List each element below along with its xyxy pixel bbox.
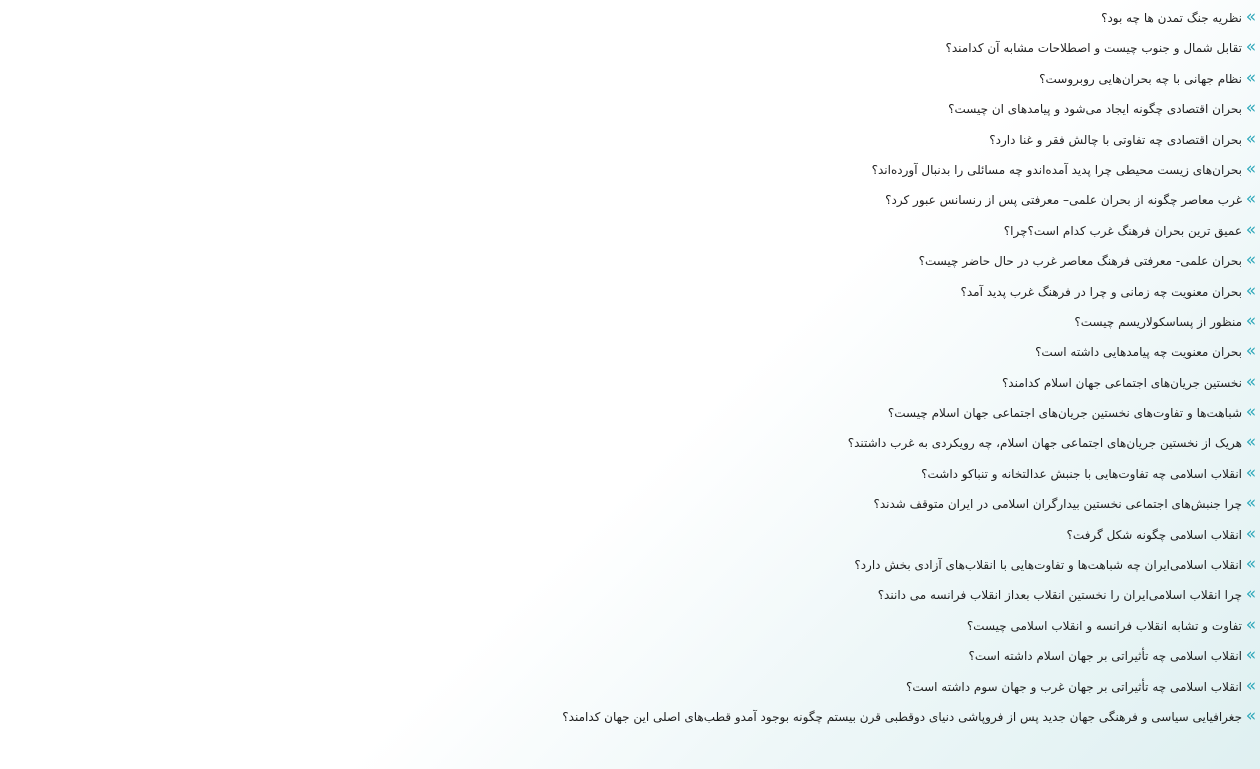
bullet-chevron-icon: »	[1245, 219, 1257, 240]
question-item	[0, 124, 1260, 154]
question-text: نظریه جنگ تمدن ها چه بود؟	[1101, 11, 1242, 25]
bullet-chevron-icon: »	[1245, 250, 1257, 271]
bullet-chevron-icon: »	[1245, 645, 1257, 666]
question-text: بحران اقتصادی چه تفاوتی با چالش فقر و غنا دارد؟	[989, 132, 1242, 147]
bullet-chevron-icon: »	[1245, 614, 1257, 635]
question-item	[0, 63, 1260, 93]
bullet-chevron-icon: »	[1245, 493, 1257, 514]
question-list	[0, 2, 1260, 731]
question-text: جغرافیایی سیاسی و فرهنگی جهان جدید پس از فروپاشی دنیای دوقطبی قرن بیستم چگونه بوجود آمدو قطب‌های اصلی این جهان کدامند؟	[562, 709, 1242, 724]
question-text: انقلاب اسلامی چه تفاوت‌هایی با جنبش عدالتخانه و تنباکو داشت؟	[921, 466, 1242, 481]
bullet-chevron-icon: »	[1245, 462, 1257, 483]
bullet-chevron-icon: »	[1245, 432, 1257, 453]
bullet-chevron-icon: »	[1245, 280, 1257, 301]
question-text: بحران علمی- معرفتی فرهنگ معاصر غرب در حال حاضر چیست؟	[918, 254, 1242, 269]
bullet-chevron-icon: »	[1245, 402, 1257, 423]
bullet-chevron-icon: »	[1245, 158, 1257, 179]
bullet-chevron-icon: »	[1245, 128, 1257, 149]
bullet-chevron-icon: »	[1245, 310, 1257, 331]
question-text: تفاوت و تشابه انقلاب فرانسه و انقلاب اسلامی چیست؟	[966, 618, 1242, 633]
question-item	[0, 427, 1260, 457]
bullet-chevron-icon: »	[1245, 584, 1257, 605]
question-item	[0, 610, 1260, 640]
question-item	[0, 367, 1260, 397]
bullet-chevron-icon: »	[1245, 7, 1257, 27]
question-item	[0, 306, 1260, 336]
question-text: نظام جهانی با چه بحران‌هایی روبروست؟	[1039, 71, 1242, 86]
question-item	[0, 671, 1260, 701]
question-text: انقلاب اسلامی چه تأثیراتی بر جهان اسلام داشته است؟	[968, 649, 1242, 664]
question-text: هریک از نخستین جریان‌های اجتماعی جهان اسلام، چه رویکردی به غرب داشتند؟	[847, 436, 1242, 451]
question-item	[0, 184, 1260, 214]
bullet-chevron-icon: »	[1245, 705, 1257, 726]
question-text: انقلاب اسلامی چه تأثیراتی بر جهان غرب و جهان سوم داشته است؟	[905, 679, 1242, 694]
question-text: بحران معنویت چه پیامدهایی داشته است؟	[1035, 345, 1242, 360]
bullet-chevron-icon: »	[1245, 341, 1257, 362]
bullet-chevron-icon: »	[1245, 37, 1257, 58]
bullet-chevron-icon: »	[1245, 189, 1257, 210]
question-item	[0, 458, 1260, 488]
question-text: انقلاب اسلامی‌ایران چه شباهت‌ها و تفاوت‌هایی با انقلاب‌های آزادی بخش دارد؟	[854, 558, 1242, 573]
question-item	[0, 549, 1260, 579]
question-text: منظور از پساسکولاریسم چیست؟	[1074, 314, 1242, 329]
question-text: چرا جنبش‌های اجتماعی نخستین بیدارگران اسلامی در ایران متوقف شدند؟	[873, 497, 1242, 512]
bullet-chevron-icon: »	[1245, 554, 1257, 575]
question-item	[0, 276, 1260, 306]
question-text: نخستین جریان‌های اجتماعی جهان اسلام کدامند؟	[1001, 375, 1242, 390]
question-text: بحران‌های زیست محیطی چرا پدید آمده‌اندو چه مسائلی را بدنبال آورده‌اند؟	[871, 162, 1242, 177]
bullet-chevron-icon: »	[1245, 98, 1257, 119]
question-text: شباهت‌ها و تفاوت‌های نخستین جریان‌های اجتماعی جهان اسلام چیست؟	[887, 406, 1242, 421]
question-text: عمیق ترین بحران فرهنگ غرب کدام است؟چرا؟	[1003, 223, 1242, 238]
bullet-chevron-icon: »	[1245, 675, 1257, 696]
bullet-chevron-icon: »	[1245, 67, 1257, 88]
question-item	[0, 336, 1260, 366]
question-item	[0, 701, 1260, 731]
question-item	[0, 245, 1260, 275]
question-item	[0, 488, 1260, 518]
question-text: بحران معنویت چه زمانی و چرا در فرهنگ غرب پدید آمد؟	[960, 284, 1242, 299]
question-item	[0, 2, 1260, 32]
question-item	[0, 519, 1260, 549]
question-item	[0, 154, 1260, 184]
question-item	[0, 93, 1260, 123]
question-text: غرب معاصر چگونه از بحران علمی– معرفتی پس از رنسانس عبور کرد؟	[885, 193, 1242, 208]
question-text: انقلاب اسلامی چگونه شکل گرفت؟	[1066, 527, 1242, 542]
bullet-chevron-icon: »	[1245, 371, 1257, 392]
question-item	[0, 215, 1260, 245]
question-text: تقابل شمال و جنوب چیست و اصطلاحات مشابه آن کدامند؟	[945, 41, 1242, 56]
question-text: چرا انقلاب اسلامی‌ایران را نخستین انقلاب بعداز انقلاب فرانسه می دانند؟	[877, 588, 1242, 603]
question-item	[0, 640, 1260, 670]
question-item	[0, 579, 1260, 609]
question-text: بحران اقتصادی چگونه ایجاد می‌شود و پیامدهای ان چیست؟	[948, 102, 1242, 117]
question-item	[0, 397, 1260, 427]
bullet-chevron-icon: »	[1245, 523, 1257, 544]
question-item	[0, 32, 1260, 62]
